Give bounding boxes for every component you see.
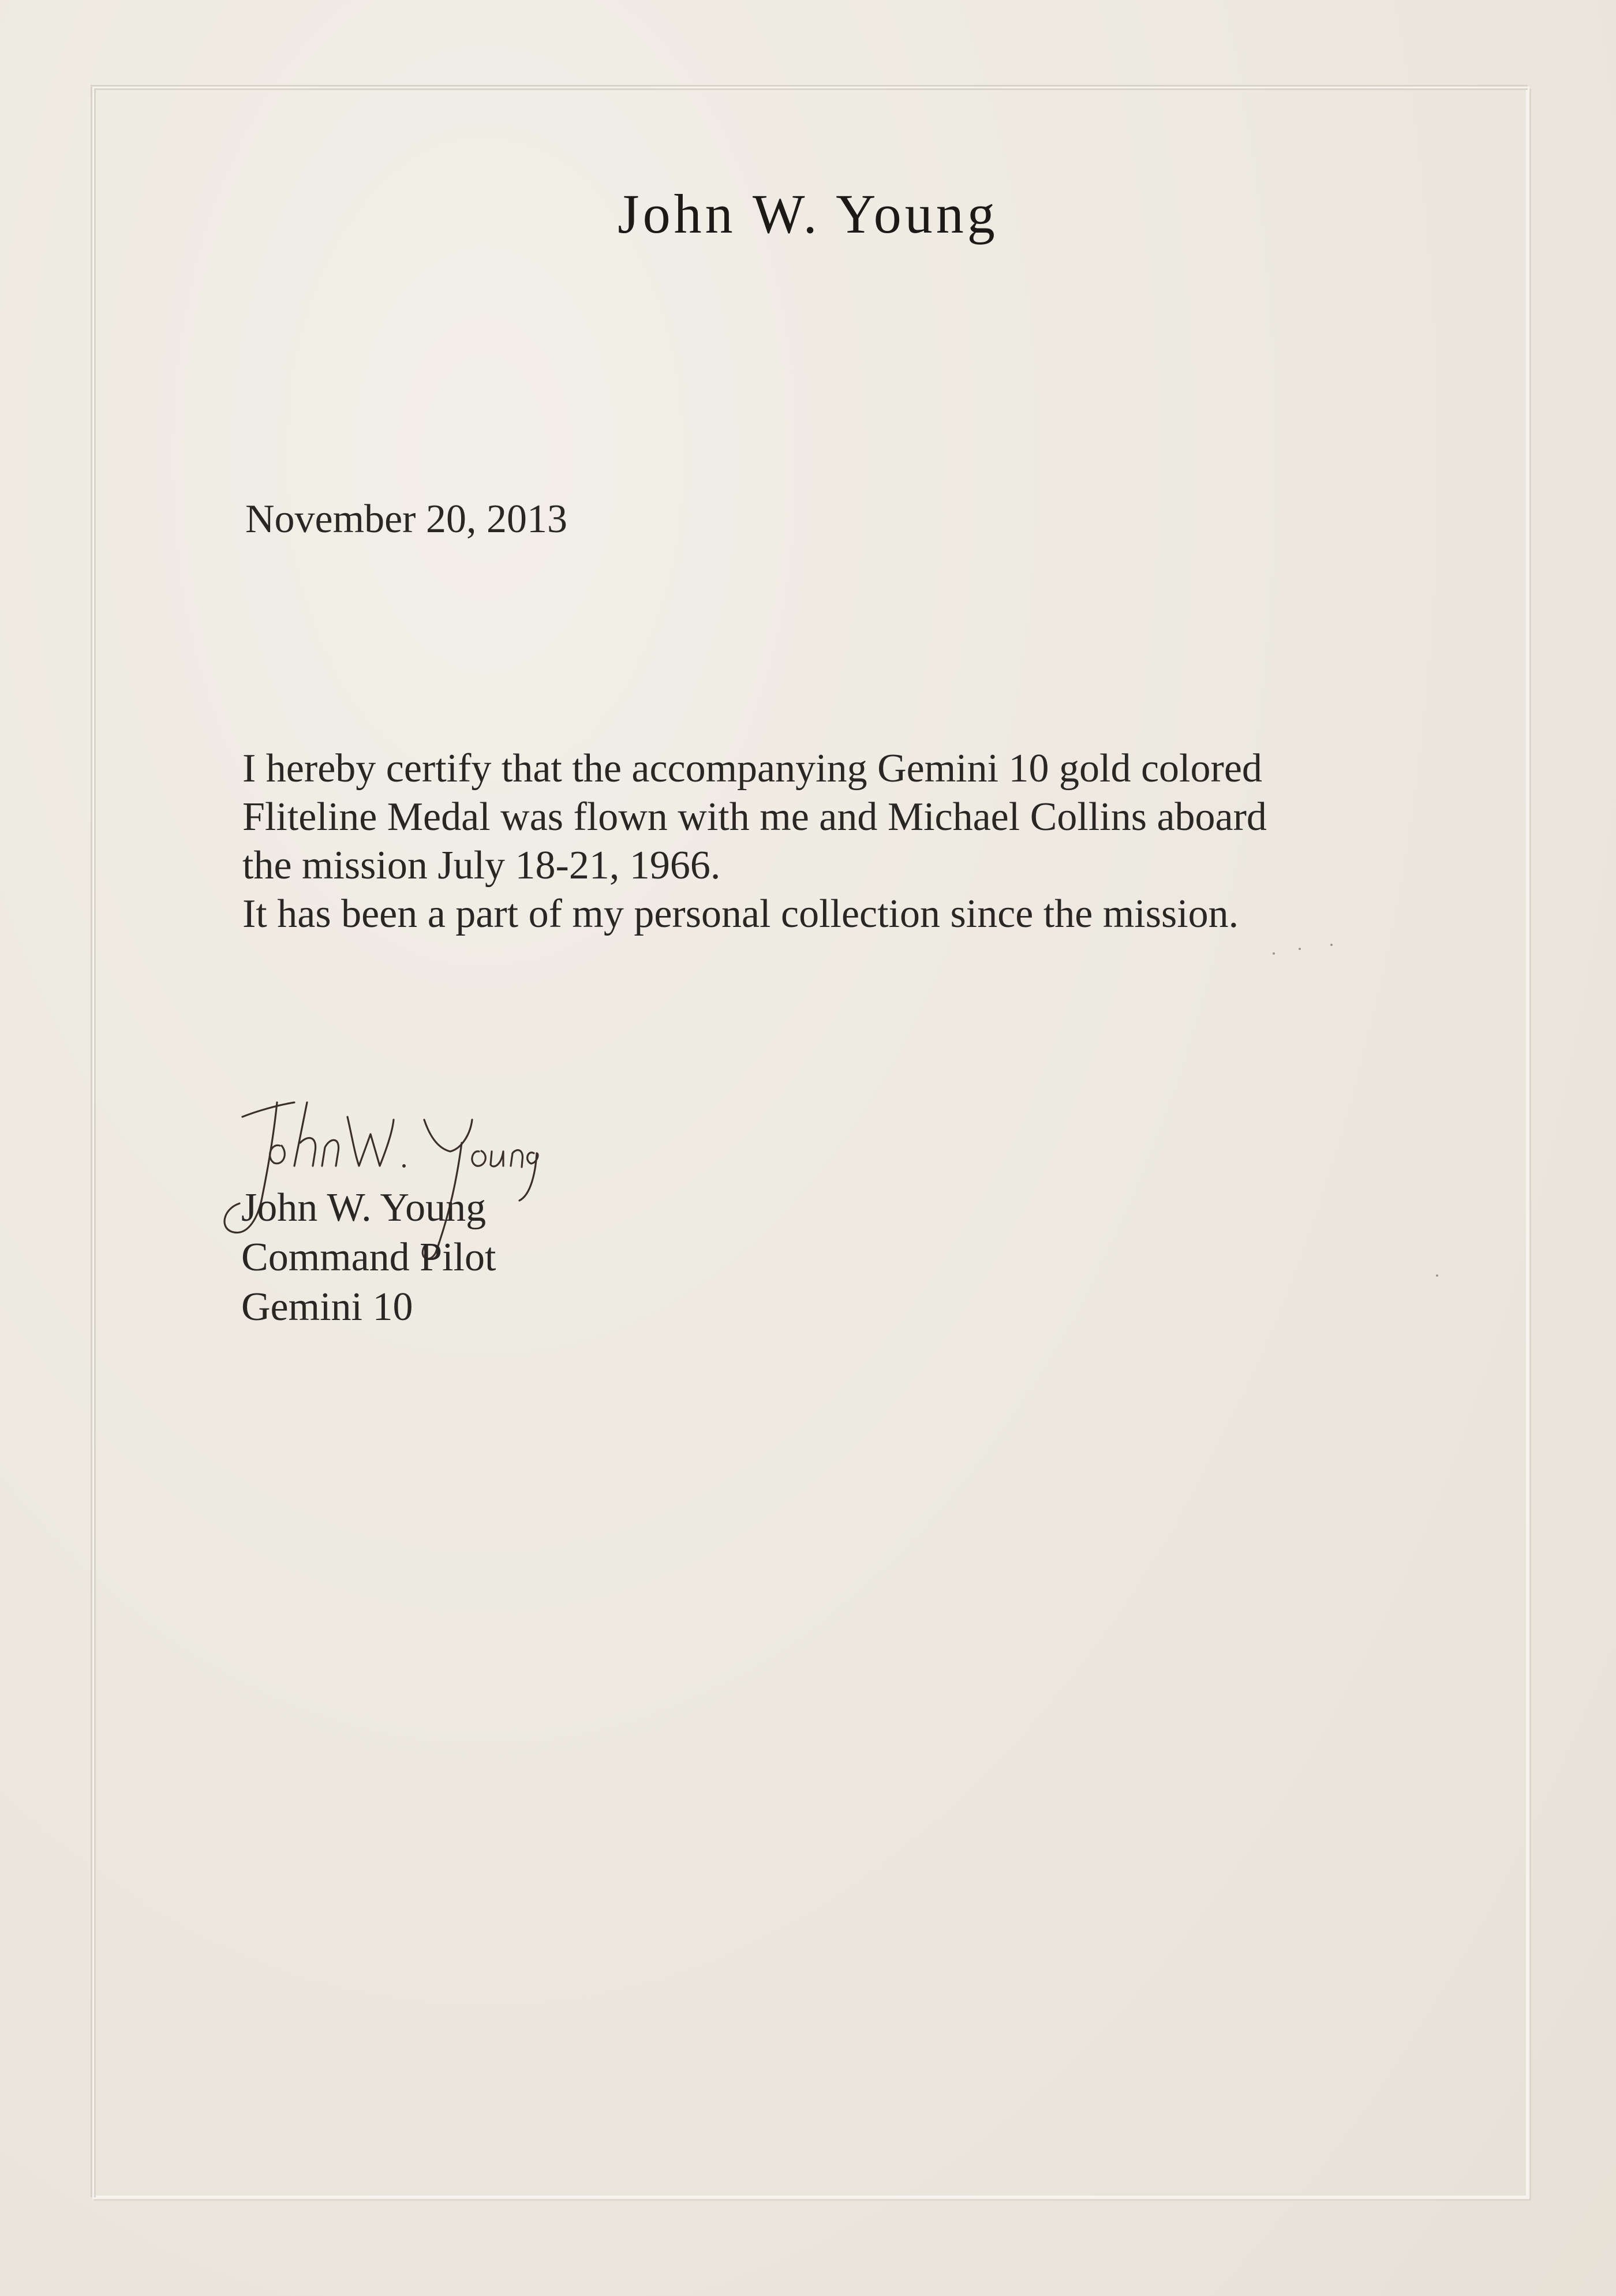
paper-speck (1330, 944, 1333, 946)
letterhead-name: John W. Young (618, 183, 998, 245)
signatory-name: John W. Young (241, 1186, 487, 1230)
body-line: the mission July 18-21, 1966. (242, 843, 721, 888)
paper-speck (1299, 948, 1301, 950)
paper-speck (1436, 1274, 1438, 1277)
letter-date: November 20, 2013 (245, 497, 567, 541)
body-line: Fliteline Medal was flown with me and Michael Collins aboard (242, 795, 1267, 839)
paper-speck (1273, 952, 1275, 955)
signatory-mission: Gemini 10 (241, 1285, 413, 1329)
body-line: I hereby certify that the accompanying Gemini 10 gold colored (242, 746, 1262, 791)
signatory-title: Command Pilot (241, 1235, 496, 1280)
certification-text (242, 745, 1397, 938)
body-line: It has been a part of my personal collection since the mission. (242, 892, 1239, 936)
signature-block (241, 1183, 496, 1332)
